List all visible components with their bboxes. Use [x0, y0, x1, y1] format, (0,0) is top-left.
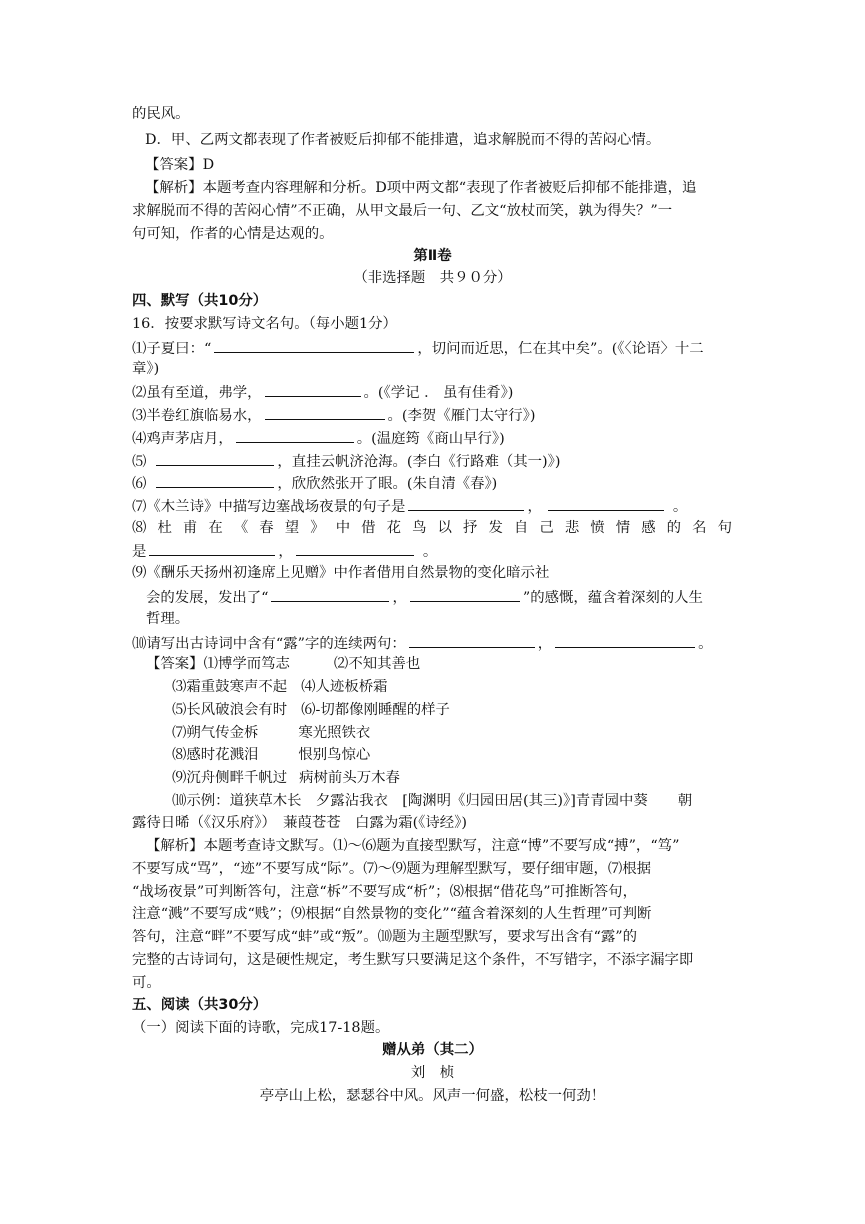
answer-row: 露待日晞（《汉乐府》） 蒹葭苍苍 白露为霜(《诗经》)	[132, 815, 467, 831]
answer-item: ⑷人迹板桥霜	[301, 679, 388, 695]
item-text: ，	[278, 544, 293, 560]
answer-item: 恨别鸟惊心	[298, 747, 371, 763]
question-item	[132, 450, 560, 470]
answer-blank[interactable]	[156, 472, 274, 488]
question-item: ⑼《酬乐天扬州初逢席上见赠》中作者借用自然景物的变化暗示社	[132, 565, 550, 581]
question-item	[132, 337, 704, 357]
analysis-line: 不要写成“骂”，“迹”不要写成“际”。⑺～⑼题为理解型默写，要仔细审题，⑺根据	[132, 861, 652, 877]
analysis-line: “战场夜景”可判断答句，注意“柝”不要写成“析”；⑻根据“借花鸟”可推断答句，	[132, 884, 637, 900]
item-text: ⑽请写出古诗词中含有“露”字的连续两句：	[132, 636, 406, 652]
section-heading: 四、默写（共10分）	[132, 293, 268, 309]
answer-blank[interactable]	[409, 632, 535, 648]
item-text: ⑹	[132, 476, 147, 492]
question-item	[132, 495, 687, 515]
text-line: 的民风。	[132, 106, 190, 122]
analysis-line: 句可知，作者的心情是达观的。	[132, 226, 334, 242]
analysis-line: 答句，注意“畔”不要写成“蚌”或“叛”。⑽题为主题型默写，要求写出含有“露”的	[132, 929, 637, 945]
answer-item: ⑸长风破浪会有时	[172, 702, 288, 718]
analysis-line: 【解析】本题考查内容理解和分析。D项中两文都“表现了作者被贬后抑郁不能排遣，追	[145, 180, 697, 196]
item-text: 。(李贺《雁门太守行》)	[387, 408, 536, 424]
question-item: 哲理。	[146, 611, 190, 627]
answer-blank[interactable]	[214, 337, 414, 353]
section-heading: 五、阅读（共30分）	[132, 997, 268, 1013]
answer-blank[interactable]	[408, 495, 524, 511]
answer-blank[interactable]	[149, 540, 275, 556]
item-text: ⑵虽有至道，弗学，	[132, 385, 262, 401]
answer-blank[interactable]	[265, 381, 361, 397]
answer-item: 朝	[677, 793, 693, 809]
answer-row	[146, 654, 420, 674]
question-stem: 16．按要求默写诗文名句。（每小题1分）	[132, 316, 397, 332]
answer-item: 【答案】⑴博学而笃志	[146, 656, 290, 672]
question-item	[132, 540, 437, 560]
item-text: ⑸	[132, 454, 147, 470]
answer-blank[interactable]	[296, 540, 414, 556]
analysis-line: 注意“溅”不要写成“贱”；⑼根据“自然景物的变化”“蕴含着深刻的人生哲理”可判断	[132, 906, 652, 922]
answer-item: ⑵不知其善也	[333, 656, 421, 672]
answer-blank[interactable]	[410, 586, 520, 602]
item-text: ，	[537, 636, 553, 652]
item-text: ，	[392, 590, 407, 606]
item-text: 。	[672, 499, 688, 515]
question-item	[146, 586, 703, 606]
item-text: ⑷鸡声茅店月，	[132, 431, 233, 447]
answer-item: 寒光照铁衣	[298, 725, 371, 741]
answer-row	[172, 745, 370, 765]
item-text: 会的发展，发出了“	[146, 590, 269, 606]
analysis-line: 完整的古诗词句，这是硬性规定，考生默写只要满足这个条件，不写错字，不添字漏字即	[132, 952, 694, 968]
answer-blank[interactable]	[555, 632, 695, 648]
item-text: ，切问而近思，仁在其中矣”。(《〈论语〉十二	[417, 341, 704, 357]
answer-row	[172, 768, 400, 788]
item-text: ，	[527, 499, 542, 515]
answer-blank[interactable]	[548, 495, 664, 511]
question-item: 章》)	[132, 361, 160, 377]
analysis-line: 【解析】本题考查诗文默写。⑴～⑹题为直接型默写，注意“博”不要写成“搏”，“笃”	[146, 838, 680, 854]
analysis-line: 求解脱而不得的苦闷心情”不正确，从甲文最后一句、乙文“放杖而笑，孰为得失？”一	[132, 203, 673, 219]
answer-blank[interactable]	[265, 404, 385, 420]
item-text: ⑶半卷红旗临易水，	[132, 408, 262, 424]
answer-row	[172, 677, 388, 697]
answer-item: ⑶霜重鼓寒声不起	[172, 679, 288, 695]
question-item	[132, 632, 713, 652]
item-text: ⑺《木兰诗》中描写边塞战场夜景的句子是	[132, 499, 406, 515]
answer-item: ⑹-切都像刚睡醒的样子	[301, 702, 450, 718]
option-d: D．甲、乙两文都表现了作者被贬后抑郁不能排遣，追求解脱而不得的苦闷心情。	[145, 132, 661, 148]
item-text: 。	[698, 636, 713, 652]
item-text: 是	[132, 544, 147, 560]
answer-row	[172, 700, 450, 720]
question-item	[132, 404, 535, 424]
answer-row	[172, 791, 692, 811]
item-text: 。	[422, 544, 438, 560]
answer-item: ⑻感时花溅泪	[172, 747, 259, 763]
question-item	[132, 427, 505, 447]
question-item: ⑻ 杜 甫 在 《 春 望 》 中 借 花 鸟 以 抒 发 自 己 悲 愤 情 感 的 名 句	[132, 520, 732, 536]
question-item	[132, 381, 513, 401]
answer-line: 【答案】D	[145, 157, 215, 173]
question-item	[132, 472, 497, 492]
volume-title: 第Ⅱ卷	[413, 248, 452, 264]
volume-subtitle: （非选择题 共９０分）	[353, 270, 512, 286]
answer-item: ⑼沉舟侧畔千帆过	[172, 770, 288, 786]
answer-item: 病树前头万木春	[299, 770, 400, 786]
answer-blank[interactable]	[271, 586, 389, 602]
poem-line: 亭亭山上松，瑟瑟谷中风。风声一何盛，松枝一何劲！	[259, 1088, 606, 1104]
answer-row	[172, 723, 370, 743]
analysis-line: 可。	[132, 975, 161, 991]
item-text: 。(温庭筠《商山早行》)	[356, 431, 505, 447]
item-text: ，直挂云帆济沧海。(李白《行路难（其一)》)	[277, 454, 561, 470]
item-text: ，欣欣然张开了眼。(朱自清《春》)	[277, 476, 498, 492]
poem-title: 赠从弟（其二）	[382, 1042, 483, 1058]
item-text: ⑴子夏曰：“	[132, 341, 212, 357]
answer-item: ⑺朔气传金柝	[172, 725, 259, 741]
answer-blank[interactable]	[236, 427, 354, 443]
answer-blank[interactable]	[156, 450, 274, 466]
poem-author: 刘 桢	[410, 1065, 455, 1081]
question-stem: （一）阅读下面的诗歌，完成17-18题。	[132, 1020, 390, 1036]
item-text: 。(《学记 ． 虽有佳肴》)	[363, 385, 514, 401]
item-text: ”的感慨，蕴含着深刻的人生	[522, 590, 703, 606]
answer-item: ⑽示例：道狭草木长 夕露沾我衣 [陶渊明《归园田居(其三)》]青青园中葵	[172, 793, 648, 809]
